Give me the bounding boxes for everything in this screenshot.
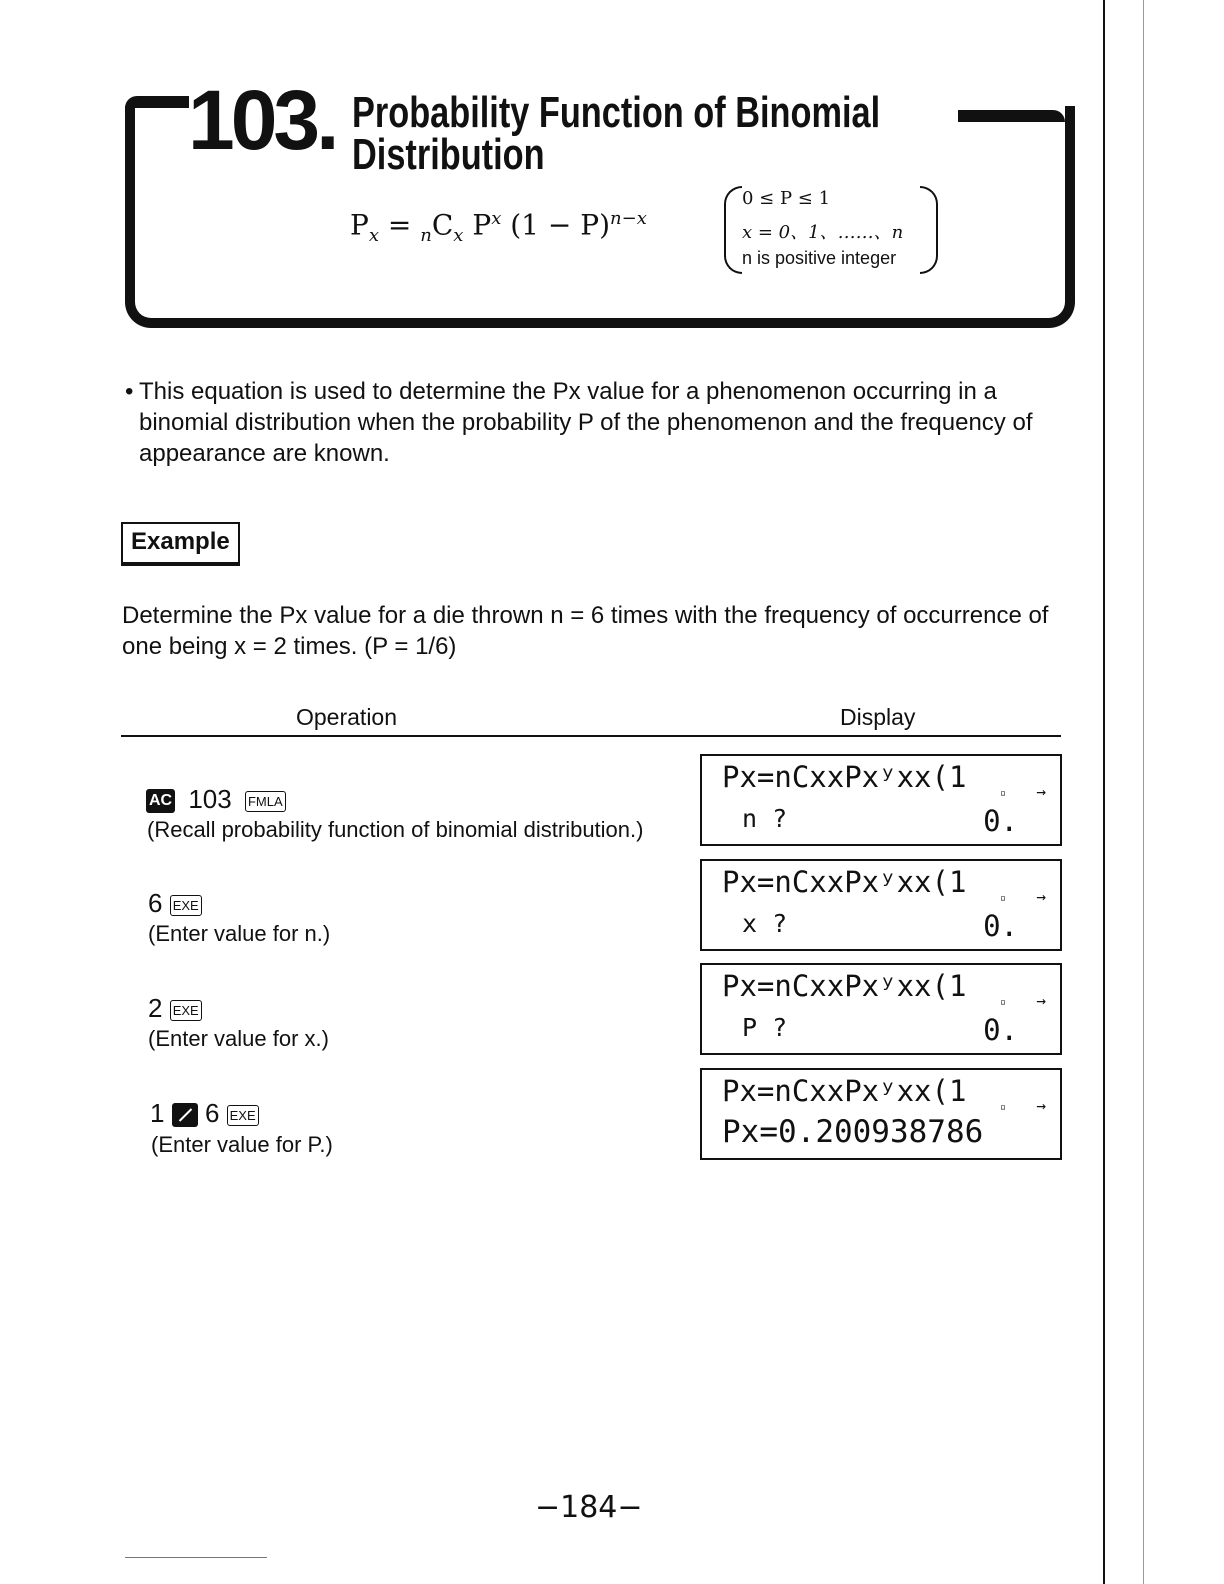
condition-n-integer: n is positive integer	[742, 248, 897, 268]
exe-key-icon: EXE	[170, 1000, 202, 1021]
display-formula-line: Px=nCxxPxʸxx(1	[722, 1074, 967, 1108]
margin-rule-secondary	[1143, 0, 1144, 1584]
cursor-icon: ▫	[999, 893, 1006, 904]
display-value: 0.	[983, 909, 1018, 943]
display-3	[700, 963, 1062, 1055]
exe-key-icon: EXE	[227, 1105, 259, 1126]
table-header-rule	[121, 735, 1061, 737]
display-formula-line: Px=nCxxPxʸxx(1	[722, 969, 967, 1003]
step-3-note: (Enter value for x.)	[148, 1026, 329, 1051]
cursor-icon: ▫	[999, 788, 1006, 799]
footer-rule	[125, 1557, 267, 1558]
margin-rule	[1103, 0, 1105, 1584]
conditions-paren-left	[724, 186, 742, 274]
display-formula-line: Px=nCxxPxʸxx(1	[722, 760, 967, 794]
display-value: 0.	[983, 804, 1018, 838]
display-4	[700, 1068, 1062, 1160]
title-frame-corner-right	[958, 110, 1065, 122]
fraction-key-icon	[172, 1103, 198, 1127]
description-text: This equation is used to determine the Px value for a phenomenon occurring in a binomial distribution when the probability P of the phenomenon and the frequency of appearance are known.	[139, 378, 1033, 467]
step-2-note: (Enter value for n.)	[148, 921, 331, 946]
step-1-keys	[146, 784, 286, 815]
page-number: −184−	[535, 1490, 643, 1525]
example-label: Example	[121, 522, 240, 566]
step-3-keys	[148, 993, 202, 1024]
display-prompt: x ?	[742, 909, 788, 938]
display-result: Px=0.200938786	[722, 1114, 984, 1150]
section-title-line1: Probability Function of Binomial	[352, 88, 881, 137]
example-problem: Determine the Px value for a die thrown n = 6 times with the frequency of occurrence of one being x = 2 times. (P = 1/6)	[122, 602, 1049, 660]
conditions-paren-right	[920, 186, 938, 274]
bullet: •	[125, 378, 134, 405]
display-formula-line: Px=nCxxPxʸxx(1	[722, 865, 967, 899]
ac-key-icon: AC	[146, 789, 175, 813]
step-2-input: 6	[148, 888, 163, 918]
section-number: 103.	[188, 73, 336, 167]
arrow-right-icon: →	[1036, 782, 1046, 801]
section-title-line2: Distribution	[352, 130, 545, 179]
condition-p-range: 0 ≤ P ≤ 1	[742, 188, 831, 209]
step-4-input-numerator: 1	[150, 1098, 165, 1128]
display-value: 0.	[983, 1013, 1018, 1047]
arrow-right-icon: →	[1036, 991, 1046, 1010]
column-header-operation: Operation	[296, 704, 398, 730]
step-1-note: (Recall probability function of binomial distribution.)	[147, 817, 644, 842]
display-prompt: n ?	[742, 804, 788, 833]
binomial-formula: $P_x = _nC_x$ $P^x$ $(1 - P)^{n-x}$	[350, 208, 647, 246]
cursor-icon: ▫	[999, 997, 1006, 1008]
cursor-icon: ▫	[999, 1102, 1006, 1113]
step-4-keys	[150, 1098, 259, 1129]
display-1	[700, 754, 1062, 846]
title-frame-corner-left	[125, 96, 189, 108]
step-4-note: (Enter value for P.)	[151, 1132, 333, 1157]
description-paragraph	[125, 376, 1075, 469]
exe-key-icon: EXE	[170, 895, 202, 916]
display-2	[700, 859, 1062, 951]
step-1-input: 103	[188, 784, 232, 814]
step-2-keys	[148, 888, 202, 919]
arrow-right-icon: →	[1036, 887, 1046, 906]
fmla-key-icon: FMLA	[245, 791, 286, 812]
step-4-input-denominator: 6	[204, 1098, 220, 1128]
arrow-right-icon: →	[1036, 1096, 1046, 1115]
step-3-input: 2	[148, 993, 163, 1023]
condition-x-values: x = 0、1、……、n	[742, 222, 904, 243]
display-prompt: P ?	[742, 1013, 788, 1042]
column-header-display: Display	[840, 704, 916, 730]
